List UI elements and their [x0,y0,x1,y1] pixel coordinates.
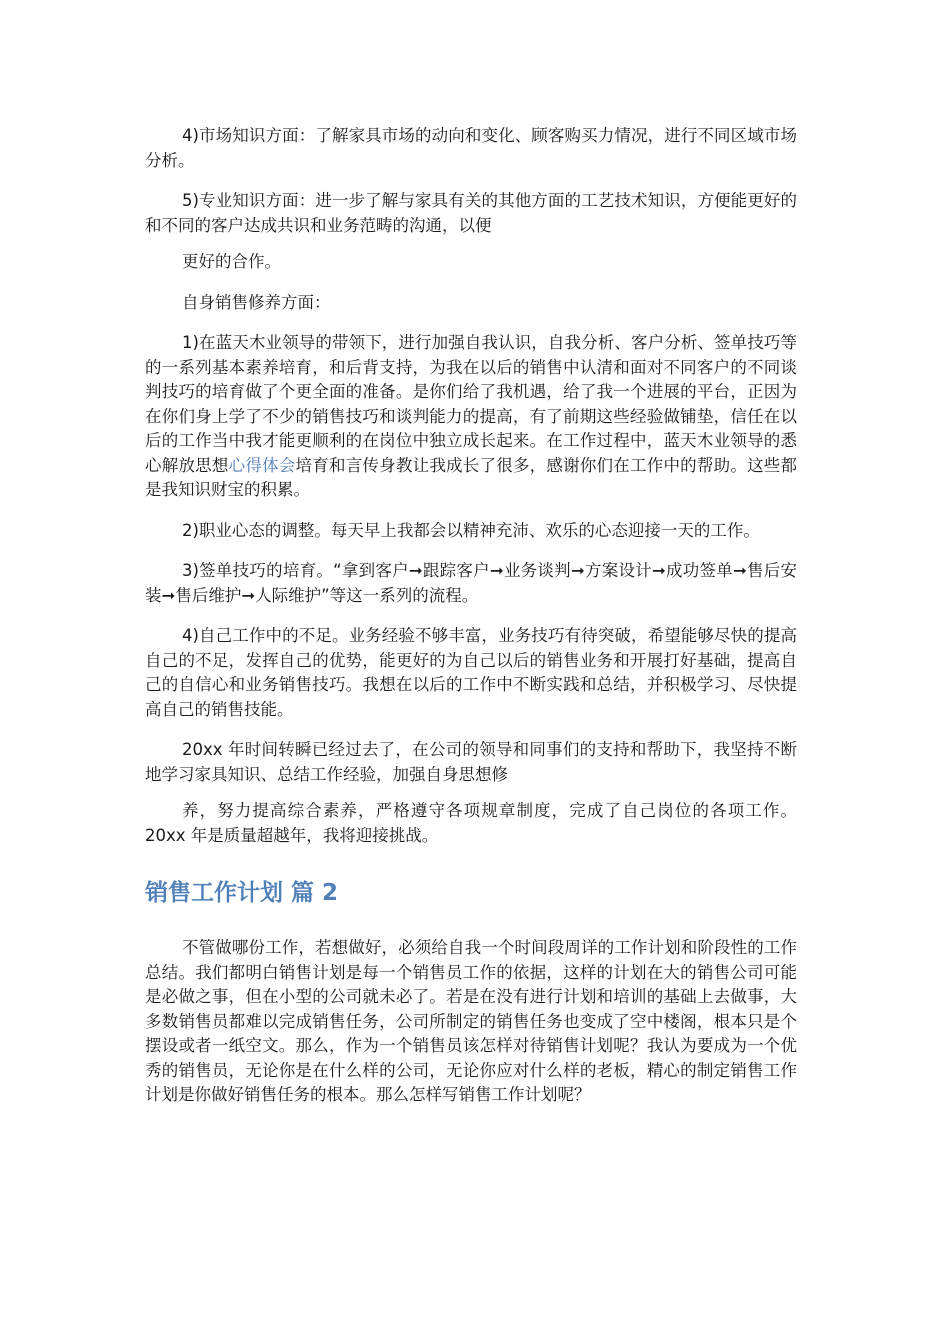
paragraph-leadership-text-b: 培育和言传身教让我成长了很多，感谢你们在工作中的帮助。这些都是我知识财宝的积累。 [145,455,798,499]
paragraph-year-summary-cont: 养，努力提高综合素养，严格遵守各项规章制度，完成了自己岗位的各项工作。20xx 年是质量超越年，我将迎接挑战。 [145,801,797,845]
document-page [145,124,797,1124]
paragraph-mindset: 2)职业心态的调整。每天早上我都会以精神充沛、欢乐的心态迎接一天的工作。 [182,520,760,540]
paragraph-professional-knowledge: 5)专业知识方面：进一步了解与家具有关的其他方面的工艺技术知识，方便能更好的和不同的客户达成共识和业务范畴的沟通，以便 [145,191,797,235]
section-heading-number: 篇 2 [291,880,339,906]
paragraph-sales-plan-intro: 不管做哪份工作，若想做好，必须给自我一个时间段周详的工作计划和阶段性的工作总结。我们都明白销售计划是每一个销售员工作的依据，这样的计划在大的销售公司可能是必做之事，但在小型的公司就未必了。若是在没有进行计划和培训的基础上去做事，大多数销售员都难以完成销售任务，公司所制定的销售任务也变成了空中楼阁，根本只是个摆设或者一纸空文。那么，作为一个销售员该怎样对待销售计划呢？我认为要成为一个优秀的销售员，无论你是在什么样的公司，无论你应对什么样的老板，精心的制定销售工作计划是你做好销售任务的根本。那么怎样写销售工作计划呢？ [145,938,797,1104]
paragraph-continuation: 更好的合作。 [182,252,281,271]
paragraph-signing-skills: 3)签单技巧的培育。“拿到客户➞跟踪客户➞业务谈判➞方案设计➞成功签单➞售后安装➞售后维护➞人际维护”等这一系列的流程。 [145,561,797,605]
paragraph-leadership [145,331,797,503]
inline-link-xinde[interactable]: 心得体会 [228,455,296,475]
paragraph-self-cultivation-heading: 自身销售修养方面： [182,292,331,312]
paragraph-year-summary: 20xx 年时间转瞬已经过去了，在公司的领导和同事们的支持和帮助下，我坚持不断地学习家具知识、总结工作经验，加强自身思想修 [145,740,797,784]
paragraph-shortcomings: 4)自己工作中的不足。业务经验不够丰富，业务技巧有待突破，希望能够尽快的提高自己的不足，发挥自己的优势，能更好的为自己以后的销售业务和开展打好基础，提高自己的自信心和业务销售技巧。我想在以后的工作中不断实践和总结，并积极学习、尽快提高自己的销售技能。 [145,626,797,719]
section-heading [145,878,797,908]
section-heading-title: 销售工作计划 [145,880,283,906]
paragraph-leadership-text-a: 1)在蓝天木业领导的带领下，进行加强自我认识，自我分析、客户分析、签单技巧等的一系列基本素养培育，和后背支持，为我在以后的销售中认清和面对不同客户的不同谈判技巧的培育做了个更全面的准备。是你们给了我机遇，给了我一个进展的平台，正因为在你们身上学了不少的销售技巧和谈判能力的提高，有了前期这些经验做铺垫，信任在以后的工作当中我才能更顺利的在岗位中独立成长起来。在工作过程中，蓝天木业领导的悉心解放思想 [145,333,797,475]
paragraph-market-knowledge: 4)市场知识方面：了解家具市场的动向和变化、顾客购买力情况，进行不同区域市场分析。 [145,126,797,170]
